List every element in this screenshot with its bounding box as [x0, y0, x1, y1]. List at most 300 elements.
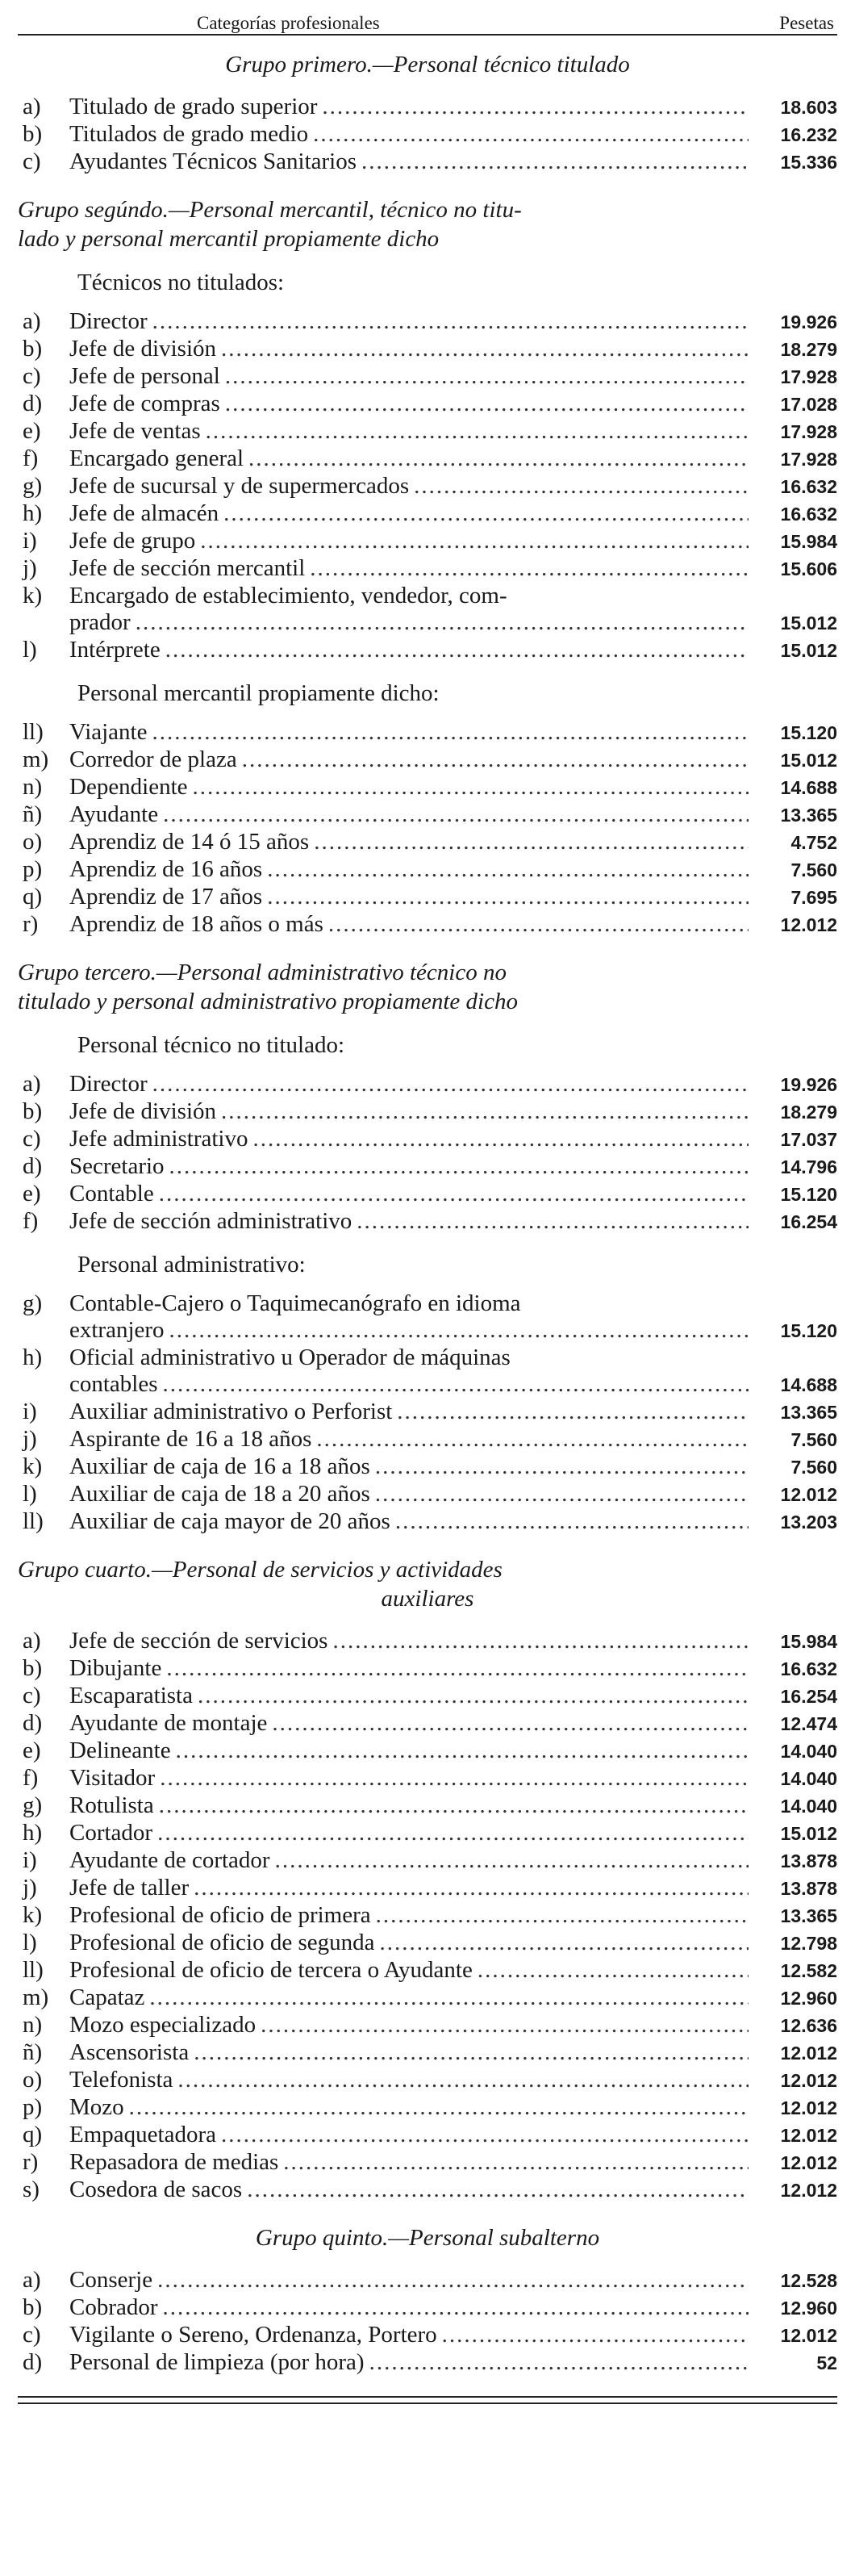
- leader-dots: [163, 1371, 749, 1398]
- row-label: Ayudantes Técnicos Sanitarios: [69, 148, 357, 174]
- row-label: Viajante: [69, 719, 148, 745]
- leader-dots: [328, 911, 749, 938]
- row-label: Profesional de oficio de tercera o Ayudante: [69, 1957, 473, 1983]
- table-row: [18, 1453, 837, 1481]
- row-label: Aprendiz de 18 años o más: [69, 911, 323, 937]
- table-row: [18, 1628, 837, 1655]
- row-value: 16.254: [780, 1211, 837, 1232]
- row-label: Jefe de compras: [69, 391, 220, 416]
- row-label: Cortador: [69, 1820, 153, 1846]
- leader-dots: [176, 1738, 749, 1764]
- leader-dots: [193, 774, 749, 801]
- table-row: [18, 2094, 837, 2122]
- row-label: Auxiliar administrativo o Perforist: [69, 1399, 393, 1424]
- row-label: Visitador: [69, 1765, 156, 1791]
- row-letter: ñ): [23, 801, 43, 827]
- row-letter: p): [23, 856, 43, 882]
- row-letter: d): [23, 1153, 43, 1179]
- table-header: [18, 0, 837, 36]
- table-row: [18, 528, 837, 555]
- row-label: Oficial administrativo u Operador de máquinas: [69, 1344, 511, 1370]
- leader-dots: [221, 1098, 749, 1125]
- leader-dots: [159, 1792, 749, 1819]
- row-label: Ascensorista: [69, 2039, 190, 2065]
- row-value: 17.928: [780, 421, 837, 442]
- row-letter: i): [23, 1399, 37, 1424]
- table-row: [18, 884, 837, 911]
- row-value: 7.560: [790, 1429, 837, 1450]
- row-value: 15.606: [780, 558, 837, 579]
- row-value: 7.560: [790, 859, 837, 880]
- leader-dots: [357, 1208, 749, 1235]
- table-row: [18, 1875, 837, 1902]
- row-value: 14.040: [780, 1741, 837, 1762]
- row-value: 13.365: [780, 1402, 837, 1423]
- table-row: [18, 418, 837, 445]
- row-value: 17.037: [780, 1129, 837, 1150]
- row-value: 12.012: [780, 2152, 837, 2173]
- row-value: 12.636: [780, 2015, 837, 2036]
- subsection-title: Técnicos no titulados:: [77, 270, 285, 295]
- row-letter: b): [23, 2294, 43, 2320]
- row-value: 19.926: [780, 1074, 837, 1095]
- row-letter: a): [23, 1628, 41, 1654]
- row-value: 15.984: [780, 1631, 837, 1652]
- row-label: Jefe de división: [69, 1098, 217, 1124]
- leader-dots: [157, 2267, 749, 2294]
- row-letter: h): [23, 500, 43, 526]
- row-letter: m): [23, 746, 49, 772]
- row-label: Auxiliar de caja de 16 a 18 años: [69, 1453, 370, 1479]
- row-value: 18.279: [780, 339, 837, 360]
- row-label: Empaquetadora: [69, 2122, 216, 2147]
- row-value: 14.688: [780, 777, 837, 798]
- row-label: Cosedora de sacos: [69, 2177, 243, 2202]
- row-letter: q): [23, 884, 43, 910]
- table-row: [18, 2349, 837, 2377]
- row-letter: r): [23, 911, 39, 937]
- row-label: Jefe de división: [69, 336, 217, 362]
- row-letter: c): [23, 2322, 41, 2348]
- table-row: [18, 801, 837, 829]
- table-row: [18, 1399, 837, 1426]
- row-value: 4.752: [790, 832, 837, 853]
- leader-dots: [223, 500, 749, 527]
- leader-dots: [361, 148, 749, 175]
- leader-dots: [375, 1453, 749, 1480]
- row-label: Rotulista: [69, 1792, 154, 1818]
- row-letter: d): [23, 1710, 43, 1736]
- row-letter: j): [23, 1426, 37, 1452]
- leader-dots: [442, 2322, 749, 2348]
- table-row: [18, 121, 837, 148]
- row-value: 14.796: [780, 1156, 837, 1177]
- leader-dots: [376, 1902, 749, 1929]
- row-label: Jefe de grupo: [69, 528, 196, 554]
- leader-dots: [194, 1875, 749, 1901]
- row-second-line: [18, 1317, 837, 1344]
- row-letter: h): [23, 1820, 43, 1846]
- leader-dots: [397, 1399, 749, 1425]
- row-letter: k): [23, 1453, 43, 1479]
- row-label: Aprendiz de 16 años: [69, 856, 263, 882]
- bottom-rule-top: [18, 2396, 837, 2398]
- leader-dots: [248, 445, 749, 472]
- row-value: 13.365: [780, 805, 837, 826]
- row-label: Jefe de sección de servicios: [69, 1628, 328, 1654]
- row-label: Conserje: [69, 2267, 153, 2293]
- table-row: [18, 2012, 837, 2039]
- table-row: [18, 583, 837, 637]
- table-row: [18, 1508, 837, 1536]
- table-row: [18, 1208, 837, 1236]
- leader-dots: [157, 1820, 749, 1846]
- table-row: [18, 719, 837, 746]
- leader-dots: [159, 1181, 749, 1207]
- row-first-line: [18, 1344, 837, 1371]
- row-letter: b): [23, 121, 43, 147]
- row-label: Jefe de personal: [69, 363, 220, 389]
- row-letter: g): [23, 1792, 43, 1818]
- row-letter: f): [23, 1765, 39, 1791]
- table-row: [18, 1126, 837, 1153]
- leader-dots: [169, 1153, 749, 1180]
- row-label: Auxiliar de caja de 18 a 20 años: [69, 1481, 370, 1507]
- row-letter: i): [23, 1847, 37, 1873]
- row-letter: g): [23, 1290, 43, 1316]
- leader-dots: [169, 1317, 749, 1344]
- row-value: 15.984: [780, 531, 837, 552]
- row-letter: f): [23, 1208, 39, 1234]
- row-letter: a): [23, 2267, 41, 2293]
- row-label: Jefe de taller: [69, 1875, 190, 1901]
- row-letter: h): [23, 1344, 43, 1370]
- table-row: [18, 1071, 837, 1098]
- row-label: Jefe de ventas: [69, 418, 201, 444]
- leader-dots: [225, 391, 749, 417]
- row-value: 12.960: [780, 2298, 837, 2319]
- leader-dots: [283, 2149, 749, 2176]
- row-value: 12.012: [780, 2125, 837, 2146]
- row-letter: b): [23, 1655, 43, 1681]
- row-letter: f): [23, 445, 39, 471]
- row-label: Repasadora de medias: [69, 2149, 279, 2175]
- leader-dots: [322, 94, 749, 120]
- row-value: 12.012: [780, 2070, 837, 2091]
- row-letter: e): [23, 418, 41, 444]
- pesetas-column-header: Pesetas: [779, 13, 834, 33]
- leader-dots: [267, 856, 749, 883]
- row-value: 16.632: [780, 1658, 837, 1679]
- row-label: Director: [69, 1071, 148, 1097]
- table-row: [18, 1792, 837, 1820]
- table-row: [18, 1344, 837, 1399]
- leader-dots: [316, 1426, 749, 1453]
- table-row: [18, 1098, 837, 1126]
- row-value: 14.688: [780, 1374, 837, 1395]
- group-title-line: Grupo quinto.—Personal subalterno: [255, 2225, 600, 2251]
- table-row: [18, 1984, 837, 2012]
- leader-dots: [478, 1957, 749, 1984]
- row-label: Intérprete: [69, 637, 161, 663]
- categories-column-header: Categorías profesionales: [197, 13, 380, 33]
- row-value: 16.254: [780, 1686, 837, 1707]
- table-row: [18, 1847, 837, 1875]
- leader-dots: [221, 336, 749, 362]
- table-row: [18, 308, 837, 336]
- group-title: [18, 1555, 837, 1613]
- row-value: 13.203: [780, 1512, 837, 1533]
- table-row: [18, 1930, 837, 1957]
- table-row: [18, 391, 837, 418]
- table-row: [18, 1290, 837, 1344]
- row-label: Contable: [69, 1181, 154, 1206]
- row-letter: l): [23, 637, 37, 663]
- table-row: [18, 148, 837, 176]
- leader-dots: [267, 884, 749, 910]
- row-label: Aspirante de 16 a 18 años: [69, 1426, 312, 1452]
- row-value: 52: [816, 2352, 837, 2373]
- table-row: [18, 500, 837, 528]
- row-value: 16.232: [780, 124, 837, 145]
- row-value: 18.603: [780, 97, 837, 118]
- row-letter: c): [23, 1683, 41, 1708]
- table-row: [18, 1820, 837, 1847]
- leader-dots: [225, 363, 749, 390]
- row-first-line: [18, 1290, 837, 1317]
- row-value: 15.120: [780, 1184, 837, 1205]
- row-label: Secretario: [69, 1153, 165, 1179]
- group-title-line: Grupo cuarto.—Personal de servicios y actividades: [18, 1557, 503, 1583]
- row-letter: o): [23, 829, 43, 855]
- table-row: [18, 1738, 837, 1765]
- row-letter: b): [23, 336, 43, 362]
- row-letter: m): [23, 1984, 49, 2010]
- row-value: 15.012: [780, 640, 837, 661]
- row-letter: o): [23, 2067, 43, 2093]
- row-label: Aprendiz de 14 ó 15 años: [69, 829, 310, 855]
- table-row: [18, 2149, 837, 2177]
- table-row: [18, 1153, 837, 1181]
- row-letter: ñ): [23, 2039, 43, 2065]
- row-letter: e): [23, 1181, 41, 1206]
- row-value: 12.474: [780, 1713, 837, 1734]
- row-value: 12.012: [780, 2097, 837, 2118]
- subsection-title: Personal técnico no titulado:: [77, 1032, 345, 1058]
- leader-dots: [163, 801, 749, 828]
- row-label: Encargado de establecimiento, vendedor, com-: [69, 583, 507, 608]
- row-letter: k): [23, 1902, 43, 1928]
- leader-dots: [129, 2094, 749, 2121]
- group-title-line: Grupo primero.—Personal técnico titulado: [225, 52, 630, 77]
- row-label: Telefonista: [69, 2067, 173, 2093]
- row-value: 16.632: [780, 504, 837, 525]
- row-second-line: [18, 609, 837, 637]
- table-row: [18, 2177, 837, 2204]
- leader-dots: [395, 1508, 749, 1535]
- table-row: [18, 363, 837, 391]
- row-letter: d): [23, 2349, 43, 2375]
- table-row: [18, 829, 837, 856]
- leader-dots: [152, 719, 749, 746]
- row-label: Mozo: [69, 2094, 124, 2120]
- leader-dots: [375, 1481, 749, 1508]
- row-value: 15.120: [780, 722, 837, 743]
- row-value: 13.878: [780, 1850, 837, 1871]
- row-label-continuation: contables: [69, 1371, 158, 1397]
- leader-dots: [247, 2177, 749, 2203]
- group-title-line: auxiliares: [381, 1586, 474, 1612]
- row-value: 12.012: [780, 914, 837, 935]
- row-value: 7.560: [790, 1457, 837, 1478]
- row-value: 19.926: [780, 312, 837, 332]
- row-letter: j): [23, 555, 37, 581]
- row-label: Ayudante de cortador: [69, 1847, 270, 1873]
- row-label: Titulados de grado medio: [69, 121, 309, 147]
- salary-table: [18, 50, 837, 2388]
- row-value: 16.632: [780, 476, 837, 497]
- table-row: [18, 1710, 837, 1738]
- row-label: Dibujante: [69, 1655, 162, 1681]
- row-letter: c): [23, 1126, 41, 1152]
- table-row: [18, 1426, 837, 1453]
- row-value: 15.012: [780, 750, 837, 771]
- row-letter: ll): [23, 719, 44, 745]
- group-title-line: Grupo tercero.—Personal administrativo técnico no: [18, 960, 507, 985]
- table-row: [18, 911, 837, 939]
- row-letter: ll): [23, 1508, 44, 1534]
- leader-dots: [272, 1710, 749, 1737]
- row-label: Auxiliar de caja mayor de 20 años: [69, 1508, 390, 1534]
- row-label: Cobrador: [69, 2294, 158, 2320]
- subsection-title: Personal mercantil propiamente dicho:: [77, 680, 440, 706]
- table-row: [18, 637, 837, 664]
- row-label: Jefe de sección mercantil: [69, 555, 306, 581]
- row-value: 12.012: [780, 2325, 837, 2346]
- table-row: [18, 1181, 837, 1208]
- leader-dots: [152, 308, 749, 335]
- row-letter: i): [23, 528, 37, 554]
- leader-dots: [160, 1765, 749, 1792]
- row-letter: j): [23, 1875, 37, 1901]
- row-letter: p): [23, 2094, 43, 2120]
- leader-dots: [200, 528, 749, 554]
- row-letter: c): [23, 363, 41, 389]
- row-letter: b): [23, 1098, 43, 1124]
- table-row: [18, 1957, 837, 1984]
- leader-dots: [165, 637, 749, 663]
- row-label: Dependiente: [69, 774, 188, 800]
- table-row: [18, 774, 837, 801]
- leader-dots: [136, 609, 749, 636]
- table-row: [18, 1481, 837, 1508]
- leader-dots: [332, 1628, 749, 1654]
- leader-dots: [310, 555, 749, 582]
- row-letter: d): [23, 391, 43, 416]
- row-value: 15.336: [780, 152, 837, 173]
- row-label: Mozo especializado: [69, 2012, 256, 2038]
- row-value: 12.012: [780, 2180, 837, 2201]
- row-label-continuation: prador: [69, 609, 131, 635]
- table-row: [18, 2294, 837, 2322]
- row-label: Aprendiz de 17 años: [69, 884, 263, 910]
- leader-dots: [177, 2067, 749, 2093]
- leader-dots: [261, 2012, 749, 2039]
- subsection-title: Personal administrativo:: [77, 1252, 306, 1278]
- row-label: Corredor de plaza: [69, 746, 237, 772]
- row-value: 17.928: [780, 366, 837, 387]
- row-label-continuation: extranjero: [69, 1317, 165, 1343]
- row-letter: n): [23, 774, 43, 800]
- row-label: Ayudante: [69, 801, 159, 827]
- leader-dots: [163, 2294, 749, 2321]
- row-value: 13.365: [780, 1905, 837, 1926]
- row-label: Titulado de grado superior: [69, 94, 318, 119]
- table-row: [18, 94, 837, 121]
- group-title: [18, 195, 837, 253]
- row-value: 12.798: [780, 1933, 837, 1954]
- row-label: Encargado general: [69, 445, 244, 471]
- row-label: Vigilante o Sereno, Ordenanza, Portero: [69, 2322, 437, 2348]
- row-label: Contable-Cajero o Taquimecanógrafo en idioma: [69, 1290, 521, 1316]
- table-row: [18, 856, 837, 884]
- leader-dots: [242, 746, 749, 773]
- row-label: Personal de limpieza (por hora): [69, 2349, 365, 2375]
- row-value: 7.695: [790, 887, 837, 908]
- leader-dots: [252, 1126, 749, 1152]
- row-letter: l): [23, 1481, 37, 1507]
- row-label: Jefe de sucursal y de supermercados: [69, 473, 410, 499]
- table-row: [18, 1683, 837, 1710]
- group-title: [18, 2223, 837, 2252]
- row-letter: a): [23, 308, 41, 334]
- table-row: [18, 445, 837, 473]
- bottom-rule-bottom: [18, 2402, 837, 2404]
- table-row: [18, 746, 837, 774]
- row-letter: r): [23, 2149, 39, 2175]
- row-value: 12.012: [780, 1484, 837, 1505]
- row-value: 17.928: [780, 449, 837, 470]
- row-value: 15.012: [780, 613, 837, 634]
- row-value: 18.279: [780, 1102, 837, 1123]
- row-value: 17.028: [780, 394, 837, 415]
- row-label: Jefe de almacén: [69, 500, 219, 526]
- row-letter: a): [23, 1071, 41, 1097]
- row-letter: q): [23, 2122, 43, 2147]
- row-value: 15.120: [780, 1320, 837, 1341]
- table-row: [18, 2039, 837, 2067]
- row-label: Ayudante de montaje: [69, 1710, 268, 1736]
- row-value: 14.040: [780, 1796, 837, 1817]
- leader-dots: [369, 2349, 749, 2376]
- row-letter: a): [23, 94, 41, 119]
- table-row: [18, 473, 837, 500]
- leader-dots: [221, 2122, 749, 2148]
- row-value: 15.012: [780, 1823, 837, 1844]
- row-label: Jefe administrativo: [69, 1126, 248, 1152]
- leader-dots: [166, 1655, 749, 1682]
- row-label: Director: [69, 308, 148, 334]
- row-letter: n): [23, 2012, 43, 2038]
- row-label: Profesional de oficio de segunda: [69, 1930, 375, 1955]
- row-first-line: [18, 583, 837, 609]
- row-letter: l): [23, 1930, 37, 1955]
- leader-dots: [275, 1847, 749, 1874]
- table-row: [18, 555, 837, 583]
- group-title-line: Grupo segúndo.—Personal mercantil, técnico no titu-: [18, 197, 522, 223]
- table-row: [18, 2067, 837, 2094]
- leader-dots: [198, 1683, 749, 1709]
